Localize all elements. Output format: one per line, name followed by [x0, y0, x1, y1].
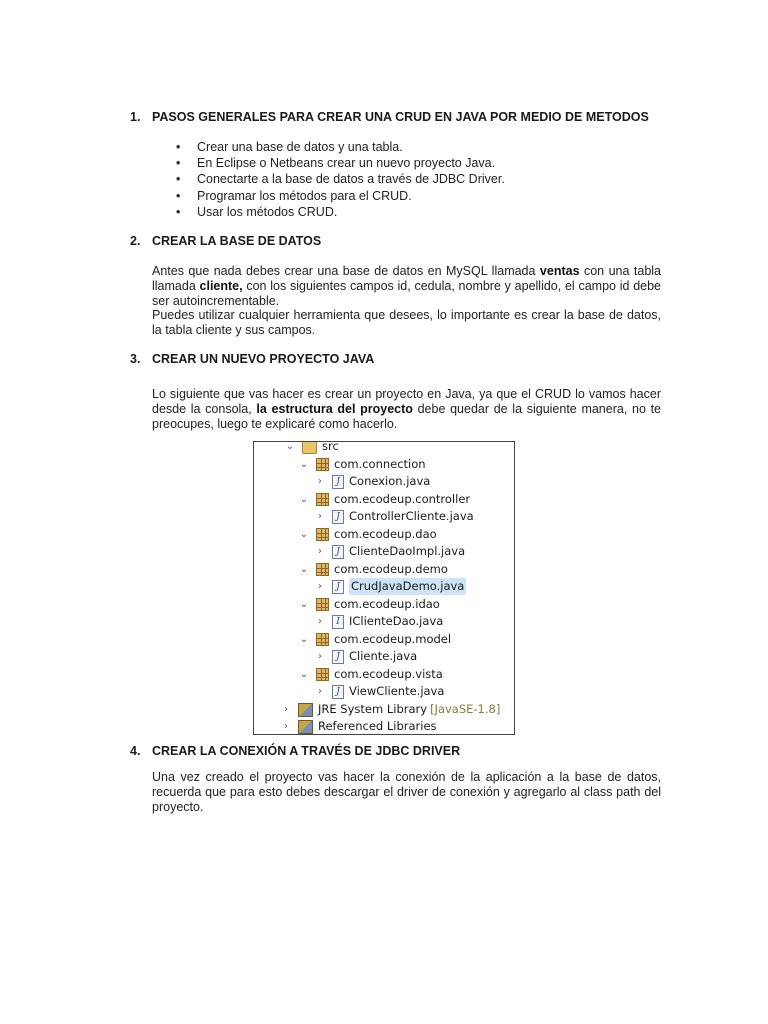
chevron-right-icon: › — [318, 651, 322, 662]
package-icon — [316, 668, 329, 681]
tree-row-file — [314, 473, 430, 490]
section-title: CREAR LA BASE DE DATOS — [152, 234, 322, 248]
text-line — [152, 279, 661, 294]
section-3-paragraph — [152, 387, 661, 431]
text-run: desde la consola, — [152, 401, 257, 416]
text-line: ser autoincrementable. — [152, 293, 280, 308]
tree-label: ClienteDaoImpl.java — [349, 544, 466, 558]
tree-label: Conexion.java — [349, 474, 431, 488]
java-file-icon: J — [332, 475, 344, 489]
tree-label: com.ecodeup.idao — [334, 597, 440, 611]
text-run: debe quedar de la siguiente manera, no te — [412, 401, 662, 416]
tree-row-package — [298, 666, 443, 683]
chevron-right-icon: › — [318, 476, 322, 487]
section-number: 3. — [130, 352, 141, 366]
tree-label: JRE System Library — [318, 702, 428, 716]
list-item: • Conectarte a la base de datos a través de JDBC Driver. — [176, 171, 505, 187]
chevron-right-icon: › — [318, 616, 322, 627]
section-title: CREAR LA CONEXIÓN A TRAVÉS DE JDBC DRIVER — [152, 744, 461, 758]
list-item: • Usar los métodos CRUD. — [176, 204, 505, 220]
java-file-icon: J — [332, 580, 344, 594]
package-icon — [316, 458, 329, 471]
text-line — [152, 264, 661, 279]
section-2-paragraph — [152, 264, 661, 338]
chevron-down-icon: ⌄ — [299, 564, 309, 575]
source-folder-icon — [302, 441, 317, 454]
section-title: CREAR UN NUEVO PROYECTO JAVA — [152, 352, 375, 366]
chevron-right-icon: › — [318, 511, 322, 522]
java-file-icon: J — [332, 545, 344, 559]
section-1-heading — [130, 110, 649, 124]
java-file-icon: J — [332, 510, 344, 524]
chevron-right-icon: › — [284, 704, 288, 715]
chevron-down-icon: ⌄ — [299, 494, 309, 505]
chevron-down-icon: ⌄ — [299, 529, 309, 540]
tree-row-file-selected — [314, 578, 466, 595]
bold-text: ventas — [539, 264, 580, 278]
text-line — [152, 402, 661, 417]
section-4-paragraph — [152, 770, 661, 814]
list-item: • En Eclipse o Netbeans crear un nuevo proyecto Java. — [176, 155, 505, 171]
tree-row-library — [280, 701, 500, 718]
jre-version: [JavaSE-1.8] — [430, 702, 501, 716]
tree-row-package — [298, 526, 437, 543]
tree-label: src — [322, 441, 339, 453]
text-line: Puedes utilizar cualquier herramienta que desees, lo importante es crear la base de datos, — [152, 308, 661, 323]
tree-label: Referenced Libraries — [318, 719, 437, 733]
tree-row-library — [280, 718, 437, 735]
text-line: preocupes, luego te explicaré como hacerlo. — [152, 416, 398, 431]
section-3-heading — [130, 352, 374, 366]
tree-label: CrudJavaDemo.java — [351, 579, 465, 593]
tree-row-package — [298, 491, 470, 508]
tree-row-package — [298, 561, 448, 578]
tree-row-package — [298, 596, 440, 613]
tree-row-package — [298, 456, 426, 473]
chevron-down-icon: ⌄ — [299, 459, 309, 470]
chevron-right-icon: › — [284, 721, 288, 732]
project-tree-screenshot — [253, 441, 515, 735]
section-number: 1. — [130, 110, 141, 124]
text-line: recuerda que para esto debes descargar el driver de conexión y agregarlo al class path del — [152, 784, 661, 799]
package-icon — [316, 633, 329, 646]
java-file-icon: J — [332, 650, 344, 664]
list-item: • Programar los métodos para el CRUD. — [176, 188, 505, 204]
chevron-down-icon: ⌄ — [299, 634, 309, 645]
chevron-right-icon: › — [318, 546, 322, 557]
tree-label: com.ecodeup.demo — [334, 562, 448, 576]
tree-label: com.ecodeup.controller — [334, 492, 471, 506]
text-line: proyecto. — [152, 799, 204, 814]
tree-label: Cliente.java — [349, 649, 418, 663]
tree-label: ViewCliente.java — [349, 684, 445, 698]
tree-row-src — [284, 441, 339, 455]
tree-label: IClienteDao.java — [349, 614, 444, 628]
tree-row-file — [314, 508, 474, 525]
text-run: con una tabla — [579, 264, 661, 278]
bold-text: cliente, — [199, 278, 243, 293]
chevron-down-icon: ⌄ — [299, 599, 309, 610]
text-line: Una vez creado el proyecto vas hacer la conexión de la aplicación a la base de datos, — [152, 770, 661, 784]
section-number: 4. — [130, 744, 141, 758]
chevron-down-icon: ⌄ — [299, 669, 309, 680]
package-icon — [316, 528, 329, 541]
tree-label: com.ecodeup.dao — [334, 527, 437, 541]
tree-row-package — [298, 631, 451, 648]
section-number: 2. — [130, 234, 141, 248]
section-2-heading — [130, 234, 321, 248]
bold-text: la estructura del proyecto — [256, 401, 413, 416]
package-icon — [316, 493, 329, 506]
text-run: con los siguientes campos id, cedula, nombre y apellido, el campo id debe — [242, 278, 662, 293]
chevron-right-icon: › — [318, 581, 322, 592]
package-icon — [316, 598, 329, 611]
java-file-icon: J — [332, 685, 344, 699]
text-run: llamada — [152, 278, 200, 293]
tree-row-file — [314, 683, 444, 700]
tree-label: com.ecodeup.model — [334, 632, 452, 646]
steps-list — [176, 139, 505, 220]
list-item: • Crear una base de datos y una tabla. — [176, 139, 505, 155]
library-icon — [298, 703, 313, 717]
tree-row-file — [314, 613, 443, 630]
package-icon — [316, 563, 329, 576]
text-line: la tabla cliente y sus campos. — [152, 323, 316, 338]
section-title: PASOS GENERALES PARA CREAR UNA CRUD EN JAVA POR MEDIO DE METODOS — [152, 110, 649, 124]
tree-label: com.connection — [334, 457, 426, 471]
library-icon — [298, 720, 313, 734]
tree-label: ControllerCliente.java — [349, 509, 474, 523]
java-interface-icon: I — [332, 615, 344, 629]
tree-row-file — [314, 648, 417, 665]
chevron-down-icon: ⌄ — [285, 441, 295, 452]
text-run: Antes que nada debes crear una base de datos en MySQL llamada — [152, 264, 540, 278]
tree-label: com.ecodeup.vista — [334, 667, 443, 681]
chevron-right-icon: › — [318, 686, 322, 697]
text-line: Lo siguiente que vas hacer es crear un proyecto en Java, ya que el CRUD lo vamos hacer — [152, 387, 661, 401]
section-4-heading — [130, 744, 460, 758]
tree-row-file — [314, 543, 465, 560]
